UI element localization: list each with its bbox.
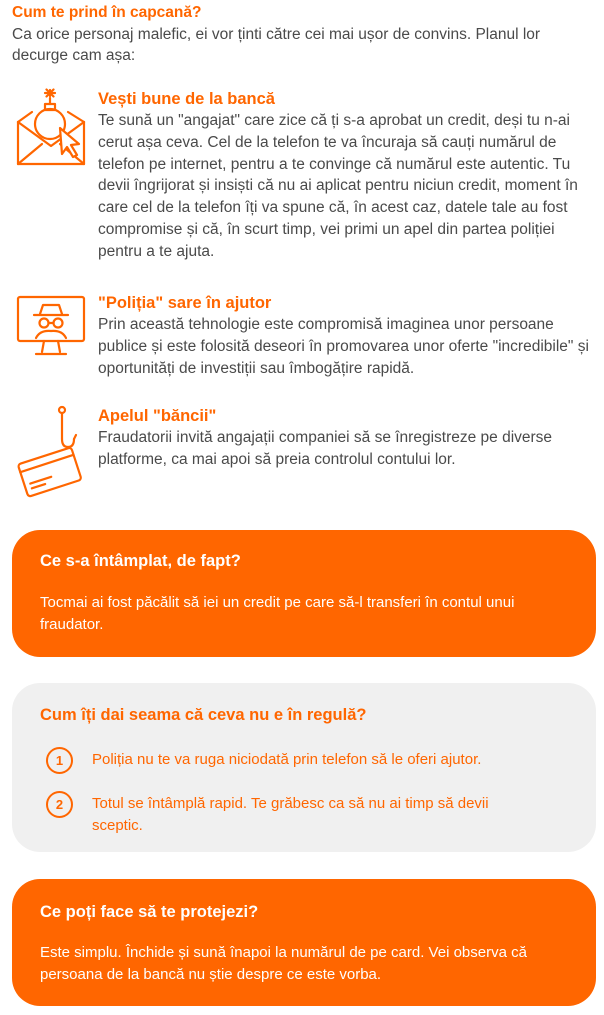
what-happened-box bbox=[12, 530, 596, 657]
scam-title: "Poliția" sare în ajutor bbox=[98, 294, 272, 312]
what-happened-text: Tocmai ai fost păcălit să iei un credit pe care să-l transferi în contul unui fraudator. bbox=[40, 594, 515, 633]
hacker-monitor-icon bbox=[14, 294, 90, 374]
intro-section bbox=[12, 2, 597, 66]
scam-item-bank-news bbox=[12, 88, 602, 268]
how-to-notice-title: Cum îți dai seama că ceva nu e în regulă? bbox=[40, 706, 367, 724]
scam-text: Prin această tehnologie este compromisă imaginea unor persoane publice și este folosită deseori în promovarea unor oferte "incredibile" și oportunități de investiții sau îmbogățire rapidă. bbox=[98, 316, 589, 377]
protect-text: Este simplu. Închide și sună înapoi la numărul de pe card. Vei observa că persoana de la bancă nu știe despre ce este vorba. bbox=[40, 944, 527, 983]
scam-title: Vești bune de la bancă bbox=[98, 90, 275, 108]
envelope-phishing-icon bbox=[14, 88, 90, 168]
intro-text: Ca orice personaj malefic, ei vor ținti către cei mai ușor de convins. Planul lor decurge cam așa: bbox=[12, 26, 541, 64]
step-number: 1 bbox=[46, 747, 73, 774]
scam-item-bank-call bbox=[12, 405, 602, 500]
what-happened-title: Ce s-a întâmplat, de fapt? bbox=[40, 552, 241, 570]
card-hook-icon bbox=[14, 405, 90, 485]
intro-title: Cum te prind în capcană? bbox=[12, 4, 202, 21]
scam-text: Te sună un "angajat" care zice că ți s-a aprobat un credit, deși tu n-ai cerut așa ceva. Cel de la telefon te va încuraja să cauți numărul de telefon pe internet, pentru a te convinge că numărul este autentic. Tu devii îngrijorat și insiști că nu ai aplicat pentru niciun credit, moment în care cel de la telefon îți va spune că, în acest caz, datele tale au fost compromise și că, în scurt timp, vei primi un apel din partea poliției pentru a te ajuta. bbox=[98, 112, 578, 260]
protect-box bbox=[12, 879, 596, 1006]
step-text: Poliția nu te va ruga niciodată prin telefon să le oferi ajutor. bbox=[92, 751, 482, 768]
scam-item-police bbox=[12, 292, 602, 382]
step-number: 2 bbox=[46, 791, 73, 818]
step-text: Totul se întâmplă rapid. Te grăbesc ca să nu ai timp să devii sceptic. bbox=[92, 795, 489, 834]
protect-title: Ce poți face să te protejezi? bbox=[40, 903, 259, 921]
how-to-notice-box bbox=[12, 683, 596, 852]
scam-title: Apelul "băncii" bbox=[98, 407, 217, 425]
list-item bbox=[46, 791, 566, 839]
scam-text: Fraudatorii invită angajații companiei să se înregistreze pe diverse platforme, ca mai apoi să preia controlul contului lor. bbox=[98, 429, 553, 468]
list-item bbox=[46, 747, 566, 777]
